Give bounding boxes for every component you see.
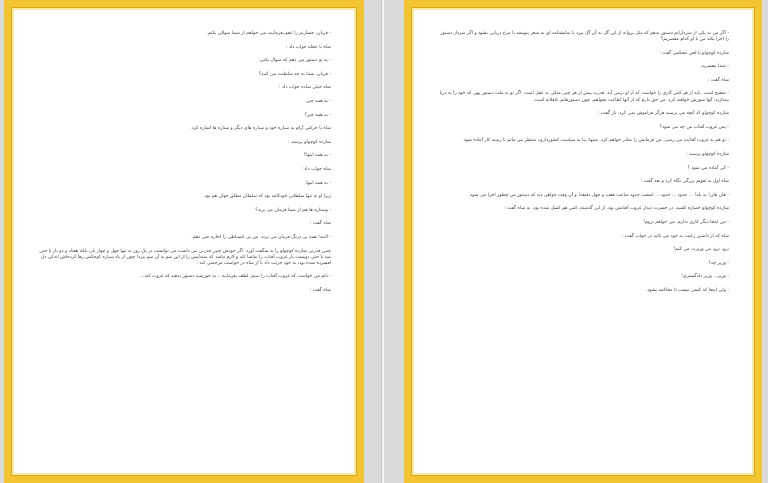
paragraph: - البته! همه بی درنگ فرمان می برند. من بی انضباطی را اجازه نمی دهم. [191, 234, 331, 240]
paragraph: - به همه اینها؟ [303, 153, 331, 159]
paragraph: شاه که از داشتن رعیت به خود می بالید در جواب گفت : [621, 233, 729, 239]
left-page [4, 0, 364, 483]
paragraph: - هان هان! به بله! ... حدود ... حدود ... امشب حدود ساعت هفت و چهل دقیقه! و آن وقت خواهی دید که دستور من چطور اجرا می شود. [468, 192, 729, 198]
paragraph: - وزیر چه؟ [708, 260, 729, 266]
paragraph: - به همه چیز؟ [304, 112, 331, 118]
paragraph: - ولی اینجا که کسی نیست تا محاکمه بشود. [645, 287, 729, 293]
paragraph: زیرا او نه تنها سلطانی خودکامه بود که سلطان مطلق جهان هم بود. [203, 194, 331, 200]
paragraph: شاه با حرکتی آرام به سیاره خود و سیاره های دیگر و ستاره ها اشاره کرد. [190, 126, 331, 132]
paragraph: شاه گفت : [309, 221, 331, 227]
paragraph: شاه گفت : [707, 77, 729, 83]
paragraph: شاه با عجله جواب داد : [285, 44, 331, 50]
paragraph: شازده کوچولو با لحن محکمی گفت : [659, 50, 729, 56]
paragraph: - تو هم به غروب آفتابت می رسی. من فرمانش را صادر خواهم کرد. منتها، بنا به سیاست کشورداری، منتظر می مانم تا زمینه کار آماده شود. [462, 138, 729, 144]
paragraph: - قربان، جسارتم را عفو بفرمایید، می خواهم از شما سوالی بکنم. [206, 31, 331, 36]
paragraph: - به تو دستور می دهم که سوال بکنی. [258, 58, 331, 64]
paragraph: - دلم می خواست که غروب آفتاب را ببینم. لطف بفرمایید... به خورشید دستور بدهید که غروب کند... [140, 274, 331, 280]
page-divider [381, 0, 384, 483]
paragraph: شازده کوچولو پرسید : [686, 151, 729, 157]
paragraph: - من اینجا دیگر کاری ندارم. می خواهم بروم! [643, 219, 729, 225]
paragraph: - شما مقصرید. [700, 64, 729, 70]
paragraph: شازده کوچولو پرسید : [288, 139, 331, 145]
paragraph: نرو، نرو. من وزیرت می کنم! [673, 247, 729, 253]
paragraph: - اگر من به یکی از سردارانم دستور بدهم که مثل پروانه از این گل به آن گل بپرد یا نمایشنامه ای به شعر بنویسد یا مرغ دریایی بشود و اگر سردار دستور را اجرا نکند من یا او کدام مقصریم؟ [440, 31, 729, 43]
paragraph: - به همه چیز. [305, 98, 331, 104]
paragraph: - به همه اینها. [304, 180, 331, 186]
paragraph: - کی آماده می شود ؟ [687, 165, 729, 171]
paragraph: - پس غروب آفتاب من چه می شود؟ [659, 124, 729, 130]
paragraph: - وستاره ها هم از شما فرمان می برند؟ [255, 207, 331, 213]
right-page-text [437, 31, 729, 464]
paragraph: شاه اول به تقویم بزرگی نگاه کرد و بعد گفت : [640, 179, 729, 185]
paragraph: - وزیر... وزیر دادگستری! [681, 274, 729, 280]
paragraph: شازده کوچولو خمیازه کشید. در حسرت دیدار غروب آفتابش بود. از این گذشته، کمی هم کسل شده بود. به شاه گفت : [504, 206, 729, 212]
paragraph: شازده کوچولو که آنچه می پرسید هرگز فراموش نمی کرد، باز گفت : [598, 111, 729, 117]
paragraph: شاه گفت : [309, 287, 331, 293]
left-page-text [37, 31, 331, 464]
paragraph: شاه جواب داد : [301, 166, 331, 172]
paragraph: - قربان، شما به چه سلطنت می کنید؟ [258, 71, 331, 77]
paragraph: شاه خیلی ساده جواب داد : [279, 85, 331, 91]
paragraph: چنین قدرتی شازده کوچولو را به شگفت آورد. اگر خودش چنین قدرتی می داشت می توانست در یک روز نه تنها چهل و چهار بار، بلکه هفتاد و دو بار یا حتی صد یا حتی دویست بار غروب آفتاب را تماشا کند و لازم نباشد که صندلیش را از این سو به آن سو ببرد! چون از یاد سیاره کوچکش رها کرده‌اش اندکی دل افسرده شده بود، به خود جرئت داد تا از شاه در خواست مرحمتی کند : [39, 248, 331, 266]
right-page [404, 0, 762, 483]
paragraph: - صحیح است. باید از هر کس کاری را خواست که از او برمی آید. قدرت پیش از هر چیز، متکی به عقل است. اگر تو به ملت دستور بهی که خود را به دریا بیندازند، آنها شورش خواهند کرد. من حق دارم که از آنها اطاعت بخواهم، چون دستورهایم عاقلانه است. [439, 91, 729, 103]
